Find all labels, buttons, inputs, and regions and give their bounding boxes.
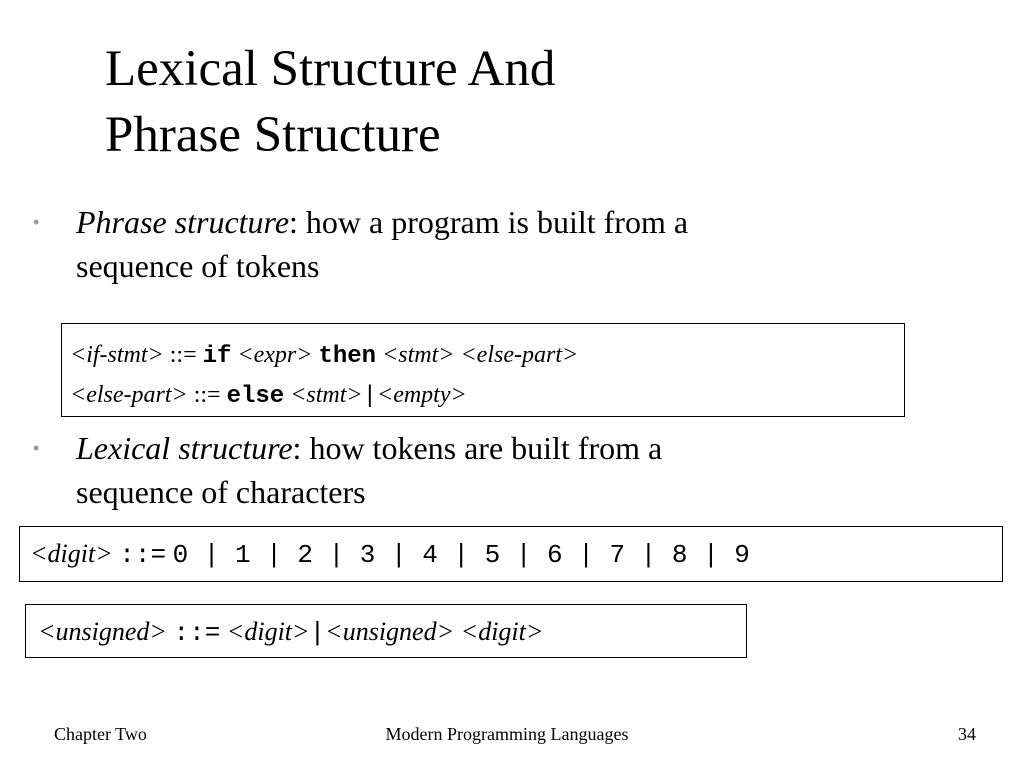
keyword-else: else [226,383,285,410]
bullet-text [76,426,876,514]
bullet-rest: : how tokens are built from a [292,430,663,466]
if-stmt-grammar-box [61,323,905,417]
bullet-icon: • [33,212,40,232]
production-symbol: ::= [119,540,167,570]
nonterminal: <unsigned> [325,617,455,646]
slide-number: 34 [958,724,976,744]
bullet-term: Lexical structure [76,430,293,466]
nonterminal: <if-stmt> [70,342,164,368]
digit-grammar-box [19,526,1003,582]
bullet-line-1 [76,426,876,470]
nonterminal: <expr> [237,342,313,368]
footer-book-title: Modern Programming Languages [385,724,629,744]
bullet-rest: : how a program is built from a [289,204,689,240]
nonterminal: <digit> [460,617,544,646]
grammar-rule-else-part [70,376,904,416]
nonterminal: <unsigned> [38,617,167,646]
keyword-then: then [318,343,377,370]
nonterminal: <stmt> [290,382,363,408]
unsigned-grammar-box [25,604,747,658]
grammar-rule-unsigned [38,615,746,650]
nonterminal: <digit> [226,617,310,646]
bullet-text [76,200,876,288]
bullet-line-1 [76,200,876,244]
bullet-line-2: sequence of characters [76,474,366,510]
title-line-2: Phrase Structure [105,107,441,163]
grammar-rule-digit [30,537,1002,572]
nonterminal: <else-part> [70,382,188,408]
nonterminal: <stmt> [382,342,455,368]
footer-chapter: Chapter Two [54,724,147,744]
slide-title [105,36,555,168]
production-symbol: ::= [163,342,203,368]
digit-alternatives: 0 | 1 | 2 | 3 | 4 | 5 | 6 | 7 | 8 | 9 [172,540,750,570]
grammar-rule-if-stmt [70,336,904,376]
keyword-if: if [202,343,232,370]
bullet-term: Phrase structure [76,204,290,240]
nonterminal: <else-part> [460,342,579,368]
alternative-bar: | [309,618,326,648]
alternative-bar: | [362,383,377,410]
production-symbol: ::= [187,382,227,408]
nonterminal: <empty> [377,382,467,408]
title-line-1: Lexical Structure And [105,41,556,97]
bullet-icon: • [33,438,40,458]
nonterminal: <digit> [30,539,113,568]
bullet-line-2: sequence of tokens [76,248,320,284]
production-symbol: ::= [173,618,221,648]
